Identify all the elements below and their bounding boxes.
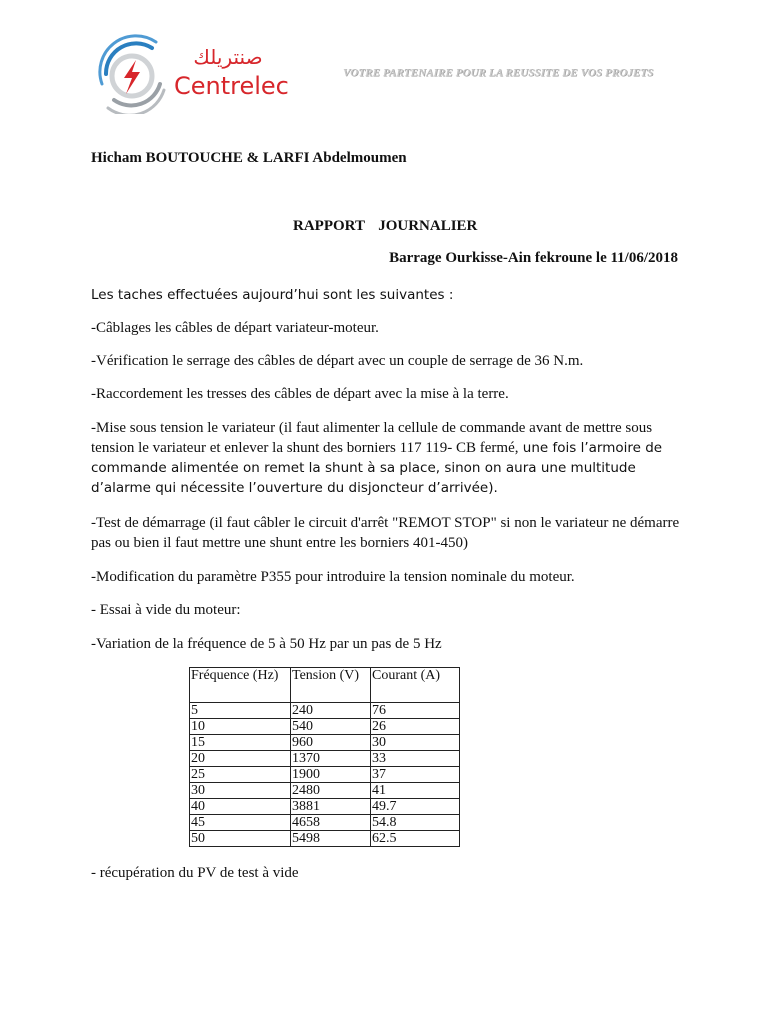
- task-power-on-part1: -Mise sous tension le variateur (il faut alimenter la cellule de commande avant de mettre sous tension le variateur et enlever la shunt des borniers 117 119- CB fermé,: [91, 420, 653, 456]
- cell-voltage: 240: [291, 703, 371, 719]
- cell-current: 76: [371, 703, 460, 719]
- task-power-on: [91, 418, 681, 498]
- report-title: RAPPORT JOURNALIER: [293, 218, 478, 234]
- table-row: [190, 735, 460, 751]
- cell-frequency: 50: [190, 831, 291, 847]
- task-start-test: -Test de démarrage (il faut câbler le circuit d'arrêt "REMOT STOP" si non le variateur ne démarre pas ou bien il faut mettre une shunt entre les borniers 401-450): [91, 515, 680, 551]
- cell-voltage: 1370: [291, 751, 371, 767]
- table-row: [190, 831, 460, 847]
- cell-frequency: 5: [190, 703, 291, 719]
- cell-voltage: 540: [291, 719, 371, 735]
- cell-current: 37: [371, 767, 460, 783]
- cell-frequency: 20: [190, 751, 291, 767]
- test-results-table: [189, 667, 460, 847]
- table-row: [190, 719, 460, 735]
- cell-frequency: 45: [190, 815, 291, 831]
- task-earthing: -Raccordement les tresses des câbles de départ avec la mise à la terre.: [91, 386, 509, 402]
- task-frequency-variation: -Variation de la fréquence de 5 à 50 Hz par un pas de 5 Hz: [91, 636, 442, 652]
- intro-text: Les taches effectuées aujourd’hui sont les suivantes :: [91, 287, 454, 303]
- cell-voltage: 5498: [291, 831, 371, 847]
- task-pv-recovery: - récupération du PV de test à vide: [91, 865, 299, 881]
- table-row: [190, 751, 460, 767]
- task-power-on-part2: une fois l’armoire de commande alimentée on remet la shunt à sa place, sinon on aura une multitude d’alarme qui nécessite l’ouverture du disjoncteur d’arrivée).: [91, 440, 663, 496]
- cell-current: 33: [371, 751, 460, 767]
- tagline: VOTRE PARTENAIRE POUR LA REUSSITE DE VOS PROJETS: [343, 67, 654, 79]
- header-frequency: Fréquence (Hz): [190, 668, 291, 703]
- task-torque-check: -Vérification le serrage des câbles de départ avec un couple de serrage de 36 N.m.: [91, 353, 584, 369]
- cell-current: 62.5: [371, 831, 460, 847]
- cell-frequency: 15: [190, 735, 291, 751]
- centrelec-logo: [94, 34, 324, 114]
- cell-current: 41: [371, 783, 460, 799]
- logo-arabic: صنتريلك: [193, 45, 263, 69]
- cell-frequency: 30: [190, 783, 291, 799]
- authors: Hicham BOUTOUCHE & LARFI Abdelmoumen: [91, 150, 407, 166]
- table-row: [190, 815, 460, 831]
- cell-frequency: 40: [190, 799, 291, 815]
- task-cabling: -Câblages les câbles de départ variateur-moteur.: [91, 320, 379, 336]
- cell-current: 54.8: [371, 815, 460, 831]
- cell-current: 30: [371, 735, 460, 751]
- task-parameter: -Modification du paramètre P355 pour introduire la tension nominale du moteur.: [91, 569, 575, 585]
- cell-voltage: 2480: [291, 783, 371, 799]
- cell-voltage: 1900: [291, 767, 371, 783]
- cell-frequency: 25: [190, 767, 291, 783]
- header-voltage: Tension (V): [291, 668, 371, 703]
- cell-frequency: 10: [190, 719, 291, 735]
- cell-current: 49.7: [371, 799, 460, 815]
- cell-current: 26: [371, 719, 460, 735]
- header-current: Courant (A): [371, 668, 460, 703]
- cell-voltage: 3881: [291, 799, 371, 815]
- table-row: [190, 783, 460, 799]
- cell-voltage: 4658: [291, 815, 371, 831]
- task-no-load-test: - Essai à vide du moteur:: [91, 602, 241, 618]
- table-header-row: [190, 668, 460, 703]
- table-row: [190, 767, 460, 783]
- cell-voltage: 960: [291, 735, 371, 751]
- table-row: [190, 703, 460, 719]
- table-row: [190, 799, 460, 815]
- logo-text: Centrelec: [174, 72, 289, 100]
- site-date: Barrage Ourkisse-Ain fekroune le 11/06/2018: [389, 250, 678, 266]
